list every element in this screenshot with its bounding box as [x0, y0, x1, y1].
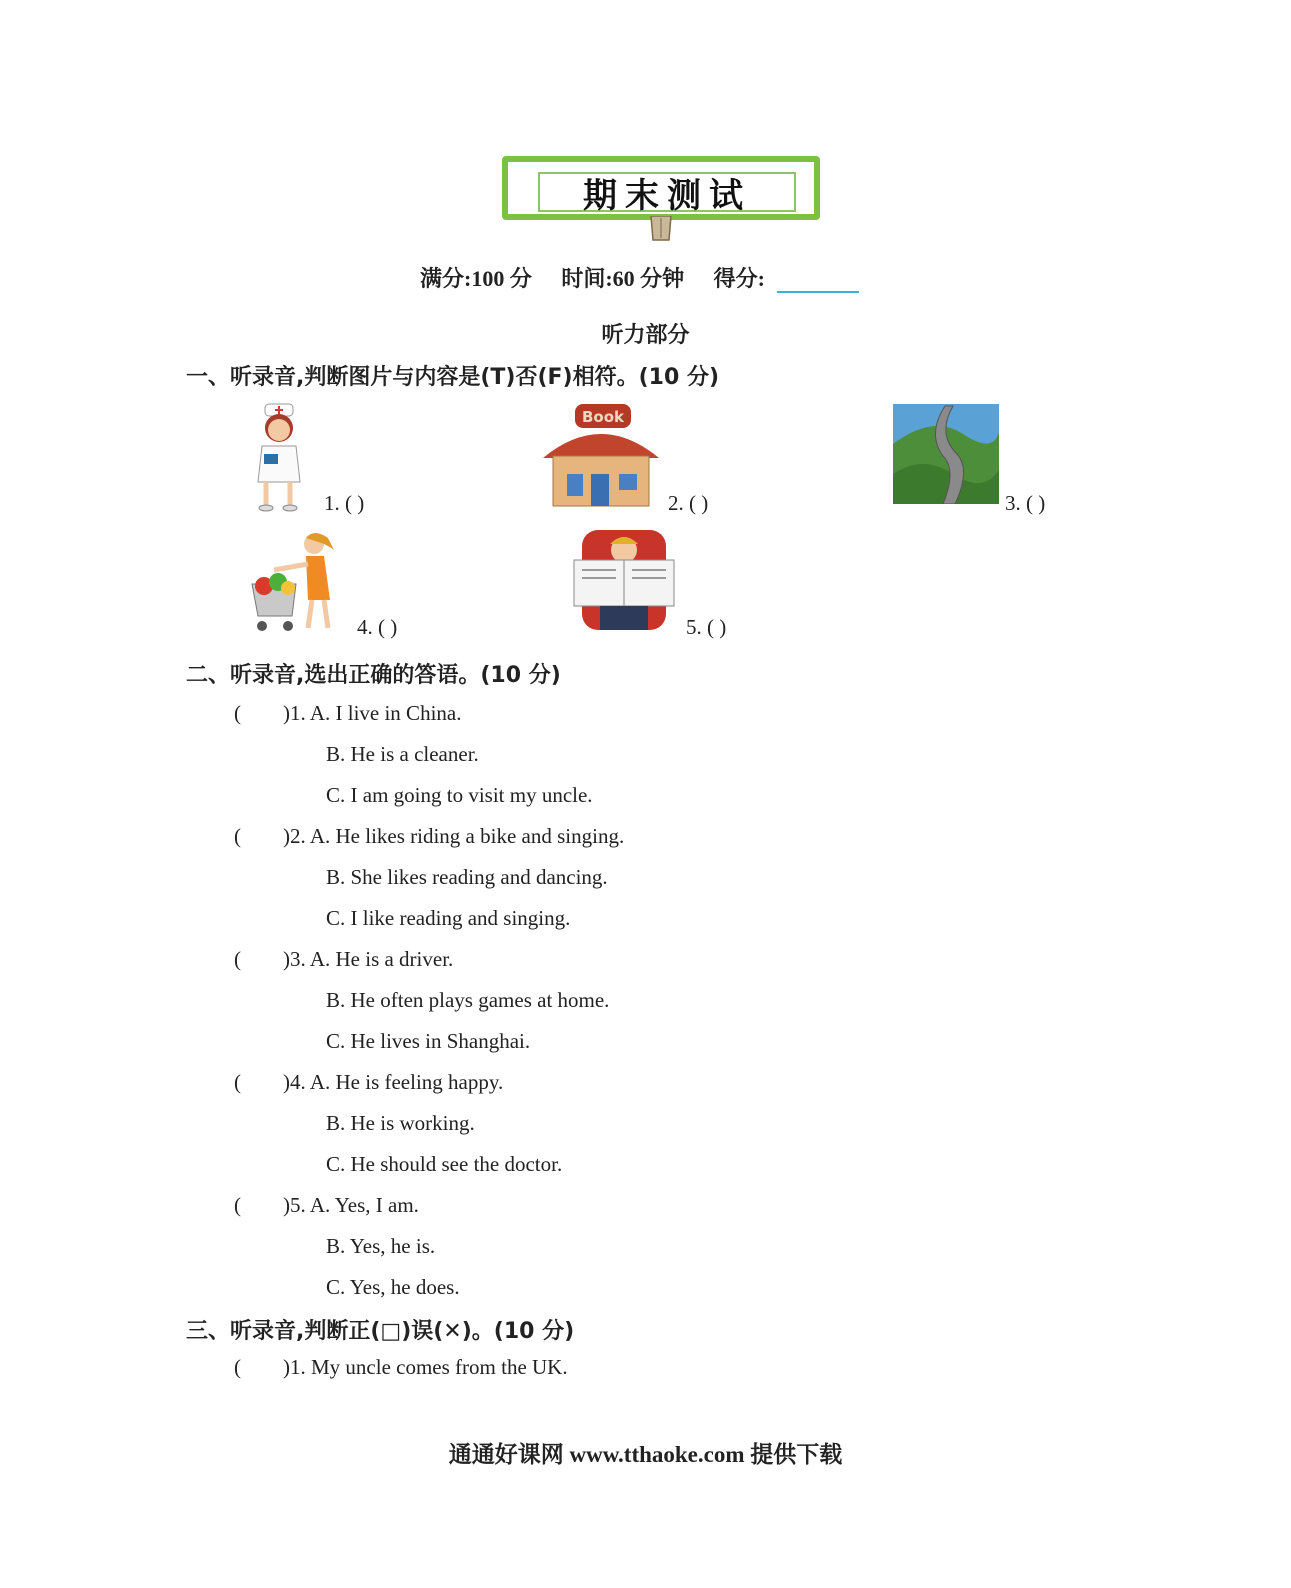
part1-item5-label: 5. ( ) [686, 615, 727, 639]
part2-q5-stem: ( )5. A. Yes, I am. [234, 1193, 419, 1217]
part2-q1-stem: ( )1. A. I live in China. [234, 701, 462, 725]
banner-title: 期末测试 [538, 172, 796, 212]
part3-q1-stem: ( )1. My uncle comes from the UK. [234, 1355, 568, 1379]
part2-q3-stem: ( )3. A. He is a driver. [234, 947, 454, 971]
part2-q3-option-c: C. He lives in Shanghai. [326, 1029, 531, 1053]
bookstore-icon [541, 400, 661, 512]
part2-q4-option-c: C. He should see the doctor. [326, 1152, 563, 1176]
part2-q4-stem: ( )4. A. He is feeling happy. [234, 1070, 504, 1094]
score-blank[interactable] [777, 269, 859, 293]
part2-q2-stem: ( )2. A. He likes riding a bike and singing. [234, 824, 625, 848]
banner-hanger-icon [648, 216, 674, 242]
full-score: 满分:100 分 [420, 266, 532, 291]
banner-frame [502, 156, 820, 220]
part2-heading: 二、听录音,选出正确的答语。(10 分) [186, 663, 561, 688]
part2-q4-option-b: B. He is working. [326, 1111, 475, 1135]
section-title: 听力部分 [601, 323, 690, 348]
man-reading-newspaper-icon [572, 530, 676, 634]
great-wall-icon [893, 404, 999, 504]
part2-q5-option-c: C. Yes, he does. [326, 1275, 460, 1299]
nurse-icon [250, 402, 310, 514]
score-label: 得分: [713, 266, 765, 291]
footer-source: 通通好课网 www.tthaoke.com 提供下载 [448, 1442, 843, 1467]
part2-q1-option-b: B. He is a cleaner. [326, 742, 479, 766]
time-limit: 时间:60 分钟 [561, 266, 685, 291]
part2-q2-option-b: B. She likes reading and dancing. [326, 865, 608, 889]
part1-item4-label: 4. ( ) [357, 615, 398, 639]
part2-q5-option-b: B. Yes, he is. [326, 1234, 436, 1258]
part2-q2-option-c: C. I like reading and singing. [326, 906, 571, 930]
part2-q1-option-c: C. I am going to visit my uncle. [326, 783, 593, 807]
part1-item3-label: 3. ( ) [1005, 491, 1046, 515]
shopping-cart-woman-icon [248, 530, 344, 634]
score-field [714, 262, 871, 293]
part3-heading: 三、听录音,判断正(□)误(✕)。(10 分) [186, 1319, 575, 1344]
part2-q3-option-b: B. He often plays games at home. [326, 988, 610, 1012]
book-sign-text: Book [581, 408, 625, 426]
part1-heading: 一、听录音,判断图片与内容是(T)否(F)相符。(10 分) [186, 365, 719, 390]
title-banner [498, 152, 828, 244]
part1-item2-label: 2. ( ) [668, 491, 709, 515]
score-info [0, 262, 1291, 293]
part1-item1-label: 1. ( ) [324, 491, 365, 515]
